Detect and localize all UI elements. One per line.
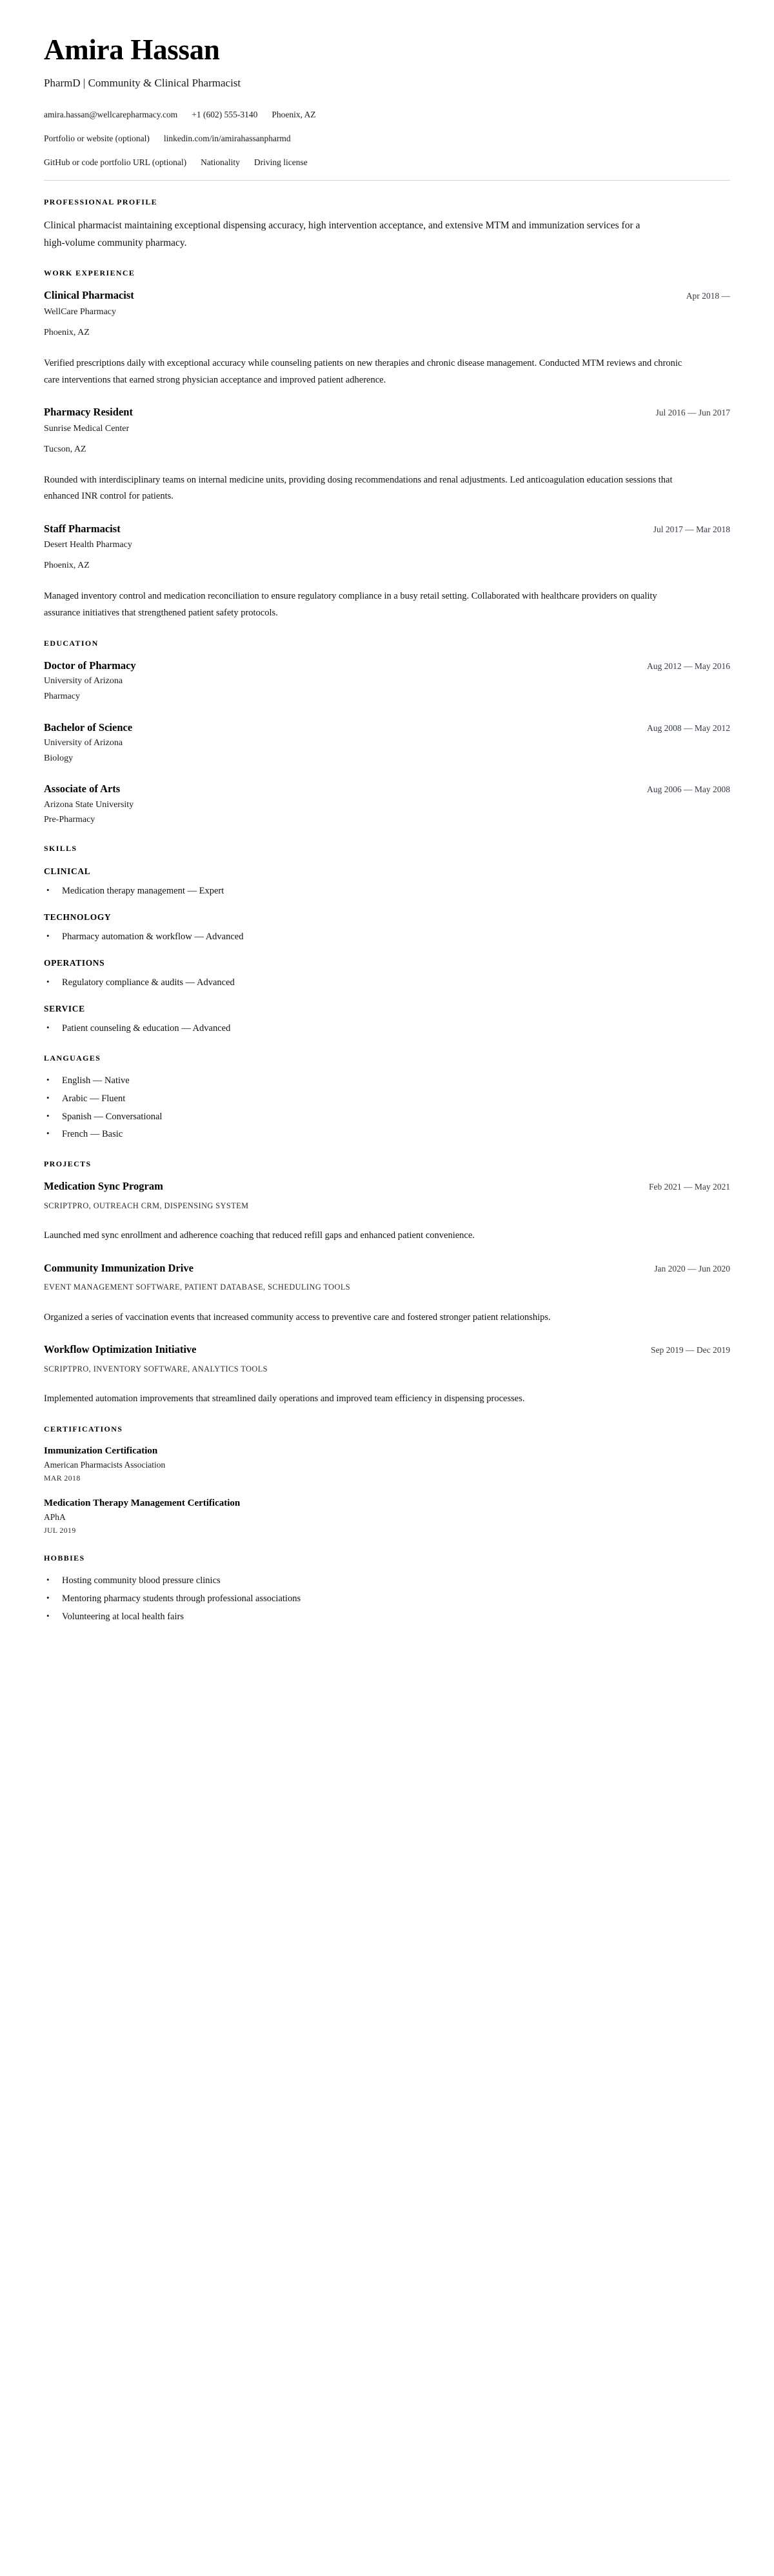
project-tech-stack: EVENT MANAGEMENT SOFTWARE, PATIENT DATABASE, SCHEDULING TOOLS (44, 1283, 351, 1292)
certification-entry (44, 1444, 730, 1484)
contact-github[interactable]: GitHub or code portfolio URL (optional) (44, 157, 187, 167)
contact-linkedin[interactable]: linkedin.com/in/amirahassanpharmd (163, 134, 291, 144)
languages-list (44, 1073, 730, 1143)
section-certifications (44, 1424, 730, 1537)
hobby-item: • Volunteering at local health fairs (44, 1610, 730, 1625)
section-languages (44, 1053, 730, 1143)
certification-issuer: APhA (44, 1512, 66, 1522)
candidate-name: Amira Hassan (44, 34, 220, 66)
section-heading-hobbies: HOBBIES (44, 1553, 85, 1563)
skill-list (44, 975, 730, 991)
contact-line-tertiary (44, 156, 730, 169)
contact-location: Phoenix, AZ (272, 110, 316, 120)
work-location: Phoenix, AZ (44, 327, 90, 337)
project-title: Community Immunization Drive (44, 1261, 194, 1274)
work-date-range: Apr 2018 — (686, 291, 730, 301)
section-heading-work: WORK EXPERIENCE (44, 268, 135, 278)
section-heading-certifications: CERTIFICATIONS (44, 1424, 123, 1433)
education-entry (44, 659, 730, 704)
skill-item: • Patient counseling & education — Advanced (44, 1021, 730, 1037)
work-entry (44, 522, 730, 622)
work-company: Sunrise Medical Center (44, 423, 130, 434)
work-description: Rounded with interdisciplinary teams on internal medicine units, providing dosing recommendations and renal adjustments. Led anticoagulation education sessions that enhanced INR control for patients. (44, 474, 673, 502)
language-item: • Spanish — Conversational (44, 1110, 730, 1125)
certification-issuer: American Pharmacists Association (44, 1459, 166, 1470)
contact-line-secondary (44, 132, 730, 145)
section-hobbies (44, 1553, 730, 1625)
project-description: Implemented automation improvements that streamlined daily operations and improved team efficiency in dispensing processes. (44, 1393, 525, 1404)
contact-portfolio[interactable]: Portfolio or website (optional) (44, 134, 150, 144)
project-entry (44, 1179, 730, 1244)
certification-name: Medication Therapy Management Certification (44, 1497, 241, 1508)
education-entry-head (44, 659, 730, 673)
project-tech-stack: SCRIPTPRO, OUTREACH CRM, DISPENSING SYSTEM (44, 1201, 249, 1210)
section-projects (44, 1159, 730, 1408)
project-entry (44, 1343, 730, 1408)
skill-list (44, 930, 730, 945)
contact-nationality: Nationality (201, 157, 240, 167)
section-heading-skills: SKILLS (44, 843, 77, 853)
skill-item: • Medication therapy management — Expert (44, 884, 730, 899)
project-date-range: Sep 2019 — Dec 2019 (651, 1345, 730, 1355)
education-school: Arizona State University (44, 799, 134, 810)
certification-date: MAR 2018 (44, 1473, 81, 1483)
education-degree: Associate of Arts (44, 783, 121, 795)
project-title: Workflow Optimization Initiative (44, 1343, 197, 1356)
work-entry-head (44, 405, 730, 419)
hobby-item: • Mentoring pharmacy students through professional associations (44, 1592, 730, 1607)
education-field: Biology (44, 753, 74, 763)
section-heading-education: EDUCATION (44, 639, 99, 648)
section-work-experience (44, 268, 730, 622)
header-divider (44, 180, 730, 181)
contact-email[interactable]: amira.hassan@wellcarepharmacy.com (44, 110, 178, 120)
language-item: • Arabic — Fluent (44, 1092, 730, 1107)
education-date-range: Aug 2006 — May 2008 (647, 784, 730, 795)
skill-list (44, 1021, 730, 1037)
section-heading-profile: PROFESSIONAL PROFILE (44, 197, 158, 207)
skill-item: • Pharmacy automation & workflow — Advanced (44, 930, 730, 945)
certification-date: JUL 2019 (44, 1526, 76, 1535)
education-field: Pharmacy (44, 692, 80, 702)
education-degree: Doctor of Pharmacy (44, 659, 136, 672)
education-entry-head (44, 721, 730, 735)
work-company: Desert Health Pharmacy (44, 540, 132, 550)
skill-group-label: SERVICE (44, 1003, 85, 1013)
education-school: University of Arizona (44, 676, 123, 686)
project-description: Launched med sync enrollment and adherence coaching that reduced refill gaps and enhanced patient convenience. (44, 1230, 475, 1241)
project-entry-head (44, 1179, 730, 1193)
work-date-range: Jul 2017 — Mar 2018 (653, 524, 730, 535)
work-company: WellCare Pharmacy (44, 306, 116, 317)
work-description: Managed inventory control and medication reconciliation to ensure regulatory compliance in a busy retail setting. Collaborated with healthcare providers on quality assurance initiatives that strengthened patient safety protocols. (44, 591, 657, 619)
certification-name: Immunization Certification (44, 1445, 158, 1456)
hobby-item: • Hosting community blood pressure clinics (44, 1573, 730, 1589)
project-description: Organized a series of vaccination events that increased community access to preventive care and fostered stronger patient relationships. (44, 1312, 551, 1323)
skill-group-label: OPERATIONS (44, 957, 105, 968)
language-item: • French — Basic (44, 1127, 730, 1143)
education-degree: Bachelor of Science (44, 721, 133, 734)
language-item: • English — Native (44, 1073, 730, 1089)
project-date-range: Jan 2020 — Jun 2020 (654, 1263, 730, 1273)
project-entry-head (44, 1261, 730, 1275)
project-title: Medication Sync Program (44, 1180, 163, 1193)
skill-group (44, 1004, 730, 1037)
project-entry (44, 1261, 730, 1326)
work-date-range: Jul 2016 — Jun 2017 (655, 408, 730, 418)
contact-line-primary (44, 108, 730, 121)
section-professional-profile (44, 197, 730, 252)
work-job-title: Pharmacy Resident (44, 406, 133, 419)
education-entry (44, 721, 730, 766)
profile-summary-text: Clinical pharmacist maintaining exceptional dispensing accuracy, high intervention acceptance, and extensive MTM and immunization services for a high-volume community pharmacy. (44, 220, 640, 248)
skill-group-label: TECHNOLOGY (44, 912, 112, 922)
work-job-title: Clinical Pharmacist (44, 289, 134, 302)
work-entry (44, 405, 730, 505)
education-field: Pre-Pharmacy (44, 815, 95, 825)
education-date-range: Aug 2012 — May 2016 (647, 661, 730, 672)
skill-group (44, 912, 730, 945)
section-skills (44, 844, 730, 1037)
hobbies-list (44, 1573, 730, 1625)
work-location: Phoenix, AZ (44, 561, 90, 571)
skill-group (44, 958, 730, 991)
skill-group (44, 866, 730, 899)
work-entry (44, 288, 730, 388)
project-entry-head (44, 1343, 730, 1357)
skill-item: • Regulatory compliance & audits — Advanced (44, 975, 730, 991)
contact-phone[interactable]: +1 (602) 555-3140 (192, 110, 258, 120)
section-education (44, 639, 730, 827)
education-entry-head (44, 782, 730, 796)
project-tech-stack: SCRIPTPRO, INVENTORY SOFTWARE, ANALYTICS TOOLS (44, 1364, 268, 1373)
contact-driving-license: Driving license (253, 157, 308, 167)
work-entry-head (44, 522, 730, 536)
work-location: Tucson, AZ (44, 444, 86, 454)
education-school: University of Arizona (44, 737, 123, 748)
candidate-headline: PharmD | Community & Clinical Pharmacist (44, 77, 241, 90)
skill-group-label: CLINICAL (44, 866, 91, 876)
work-description: Verified prescriptions daily with exceptional accuracy while counseling patients on new therapies and chronic disease management. Conducted MTM reviews and chronic care interventions that earned strong physician acceptance and improved patient adherence. (44, 357, 682, 385)
resume-header (44, 34, 730, 168)
work-entry-head (44, 288, 730, 303)
education-date-range: Aug 2008 — May 2012 (647, 723, 730, 733)
certification-entry (44, 1497, 730, 1537)
skill-list (44, 884, 730, 899)
project-date-range: Feb 2021 — May 2021 (649, 1182, 730, 1192)
education-entry (44, 782, 730, 827)
work-job-title: Staff Pharmacist (44, 523, 121, 535)
section-heading-languages: LANGUAGES (44, 1053, 101, 1063)
section-heading-projects: PROJECTS (44, 1159, 92, 1169)
